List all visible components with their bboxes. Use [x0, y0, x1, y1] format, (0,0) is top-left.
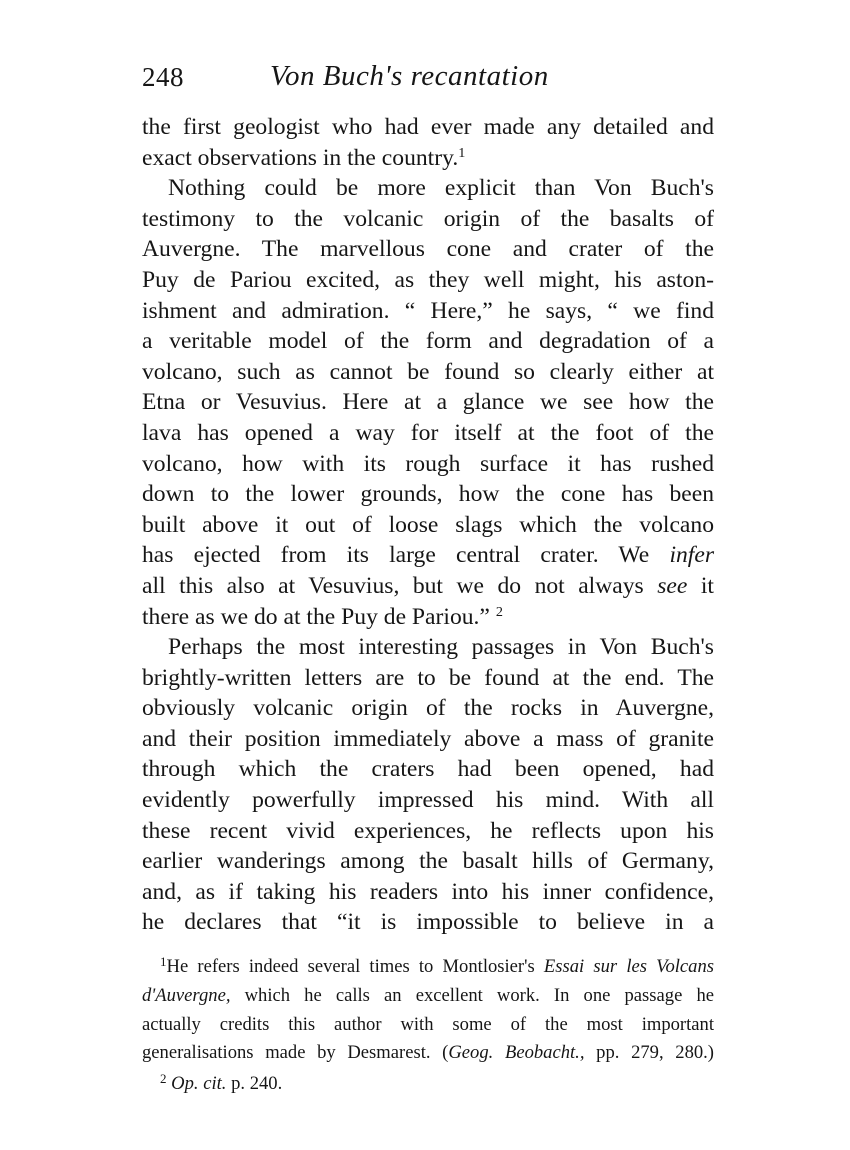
text-line	[142, 540, 714, 571]
text-line	[142, 571, 714, 602]
footnote-text: He refers indeed several times to Montlosier's	[166, 956, 535, 977]
text-line: built above it out of loose slags which the volcano	[142, 511, 714, 538]
italic-word: see	[657, 572, 688, 599]
text-line: testimony to the volcanic origin of the basalts of	[142, 205, 714, 232]
text-line: Puy de Pariou excited, as they well might, his aston-	[142, 266, 714, 293]
text-line: the first geologist who had ever made any detailed and	[142, 114, 714, 140]
text-line-content: there as we do at the Puy de Pariou.”	[142, 603, 490, 630]
text-line: ishment and admiration. “ Here,” he says, “ we find	[142, 297, 714, 324]
text-line-content: exact observations in the country.	[142, 144, 459, 171]
text-line: Auvergne. The marvellous cone and crater of the	[142, 236, 714, 263]
text-line: and, as if taking his readers into his inner confidence,	[142, 878, 714, 905]
footnote-line: actually credits this author with some of the most important	[142, 1013, 714, 1035]
paragraph-first-line: Perhaps the most interesting passages in Von Buch's	[168, 634, 714, 661]
text-line: volcano, such as cannot be found so clearly either at	[142, 358, 714, 385]
footnote-line	[142, 982, 714, 1011]
running-title: Von Buch's recantation	[270, 60, 549, 92]
footnote-italic: d'Auvergne,	[142, 984, 231, 1006]
text-line	[142, 602, 714, 633]
text-line: brightly-written letters are to be found at the end. The	[142, 664, 714, 691]
text-line: Etna or Vesuvius. Here at a glance we see how the	[142, 389, 714, 416]
footnote-italic: Geog. Beobacht.,	[448, 1042, 585, 1064]
text-line: through which the craters had been opened, had	[142, 756, 714, 783]
footnote-ref: 2	[495, 603, 503, 620]
footnote-text: p. 240.	[231, 1073, 283, 1095]
text-line: a veritable model of the form and degradation of a	[142, 328, 714, 355]
footnote-marker: 1	[160, 954, 167, 970]
text-line-content: has ejected from its large central crater. We	[142, 542, 650, 569]
footnote-text: which he calls an excellent work. In one passage he	[244, 984, 714, 1006]
text-line	[142, 143, 714, 174]
footnote-2	[142, 1070, 714, 1099]
footnote-italic: Essai sur les Volcans	[543, 956, 714, 977]
text-line: down to the lower grounds, how the cone has been	[142, 481, 714, 508]
body-text	[142, 112, 714, 938]
footnote-marker: 2	[160, 1071, 167, 1087]
text-line: earlier wanderings among the basalt hills of Germany,	[142, 848, 714, 875]
text-line-content: all this also at Vesuvius, but we do not always	[142, 572, 644, 599]
footnotes	[142, 953, 714, 1099]
paragraph-first-line: Nothing could be more explicit than Von Buch's	[168, 175, 714, 202]
text-line: evidently powerfully impressed his mind. With all	[142, 787, 714, 814]
page-header	[142, 60, 712, 96]
footnote-text: generalisations made by Desmarest. (	[142, 1042, 449, 1064]
text-line: he declares that “it is impossible to believe in a	[142, 909, 714, 936]
footnote-italic: Op. cit.	[171, 1073, 227, 1095]
page-number: 248	[142, 62, 184, 92]
text-line: obviously volcanic origin of the rocks in Auvergne,	[142, 695, 714, 722]
text-line: lava has opened a way for itself at the foot of the	[142, 419, 714, 446]
footnote-1	[142, 953, 714, 982]
text-line: volcano, how with its rough surface it has rushed	[142, 450, 714, 477]
footnote-ref: 1	[458, 144, 466, 161]
footnote-line	[142, 1039, 714, 1068]
text-line-content: it	[700, 572, 714, 599]
text-line: these recent vivid experiences, he reflects upon his	[142, 817, 714, 844]
text-line: and their position immediately above a mass of granite	[142, 725, 714, 752]
footnote-text: pp. 279, 280.)	[596, 1042, 714, 1064]
italic-word: infer	[669, 542, 714, 569]
